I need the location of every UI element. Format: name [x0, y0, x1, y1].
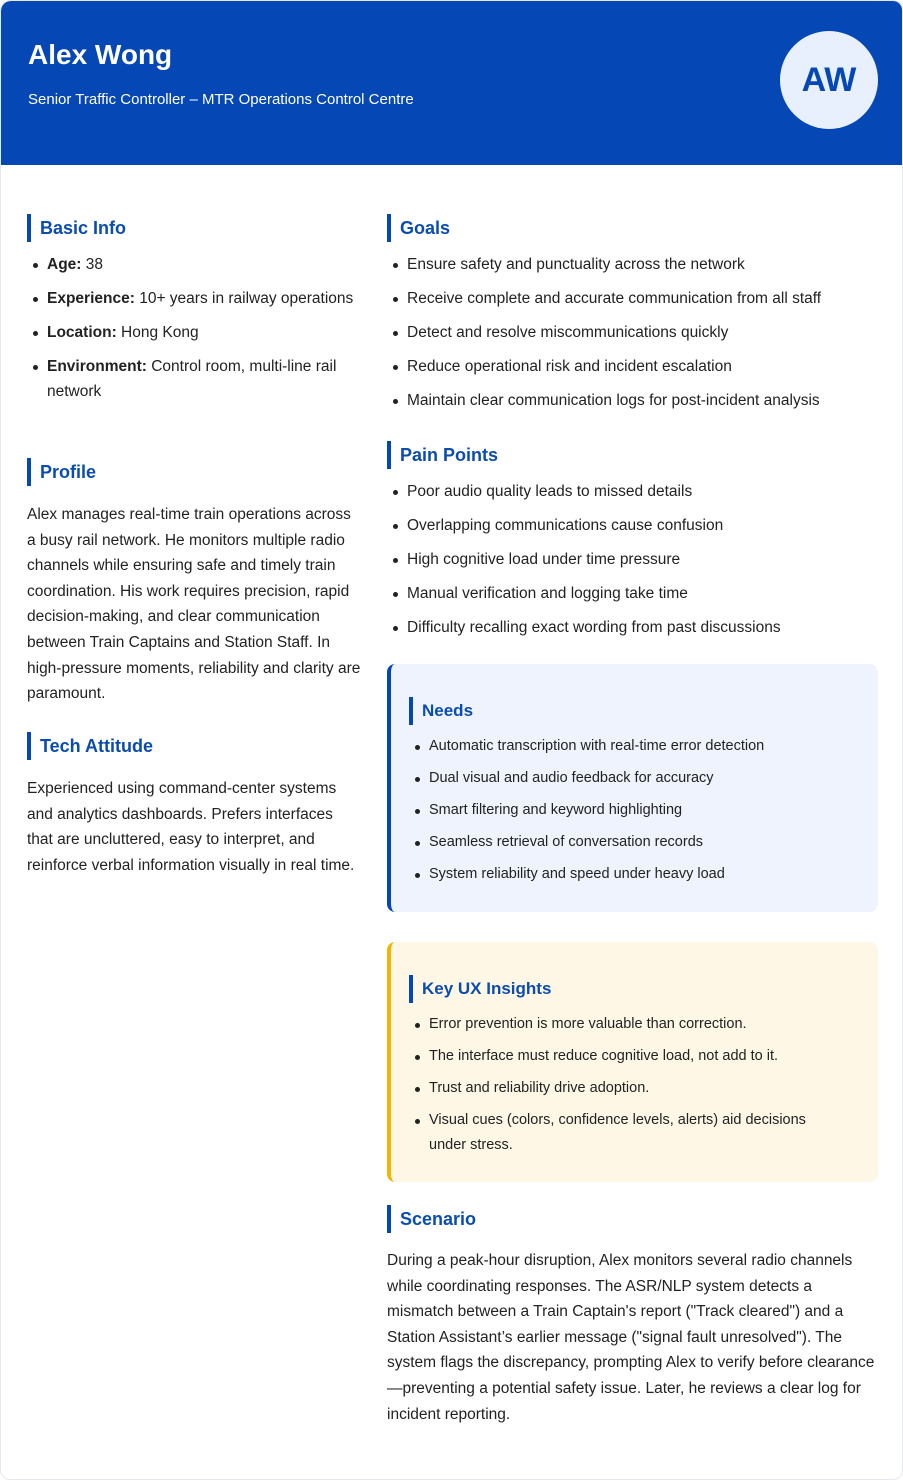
goals-list [387, 252, 887, 413]
needs-heading: Needs [409, 697, 473, 725]
list-item: Smart filtering and keyword highlighting [409, 798, 869, 823]
list-item: Error prevention is more valuable than correction. [409, 1012, 829, 1037]
item-label: Age: [47, 256, 82, 273]
needs-box [387, 664, 878, 912]
profile-heading: Profile [27, 458, 96, 486]
ux-insights-heading: Key UX Insights [409, 975, 551, 1003]
scenario-text: During a peak-hour disruption, Alex monitors several radio channels while coordinating responses. The ASR/NLP system detects a mismatch between a Train Captain's report ("Track cleared") and a Station Assistant’s earlier message ("signal fault unresolved"). The system flags the discrepancy, prompting Alex to verify before clearance—preventing a potential safety issue. Later, he reviews a clear log for incident reporting. [387, 1252, 875, 1423]
list-item: Seamless retrieval of conversation records [409, 830, 869, 855]
basic-info-heading: Basic Info [27, 214, 126, 242]
item-label: Experience: [47, 290, 135, 307]
basic-info-list [27, 252, 362, 404]
ux-insights-box [387, 942, 878, 1182]
list-item: Automatic transcription with real-time error detection [409, 734, 869, 759]
persona-header [1, 1, 903, 165]
list-item [27, 286, 362, 311]
avatar: AW [780, 31, 878, 129]
list-item: Ensure safety and punctuality across the network [387, 252, 887, 277]
list-item: Poor audio quality leads to missed details [387, 479, 887, 504]
item-value: Hong Kong [116, 324, 199, 341]
scenario-heading: Scenario [387, 1205, 476, 1233]
tech-attitude-text: Experienced using command-center systems and analytics dashboards. Prefers interfaces that are uncluttered, easy to interpret, and reinforce verbal information visually in real time. [27, 780, 355, 874]
pain-points-heading: Pain Points [387, 441, 498, 469]
list-item: Receive complete and accurate communication from all staff [387, 286, 887, 311]
persona-role: Senior Traffic Controller – MTR Operations Control Centre [28, 91, 414, 108]
item-label: Location: [47, 324, 117, 341]
ux-insights-list [409, 1012, 829, 1158]
list-item: Manual verification and logging take time [387, 581, 887, 606]
needs-list [409, 734, 869, 887]
list-item [27, 320, 362, 345]
list-item: Dual visual and audio feedback for accuracy [409, 766, 869, 791]
item-label: Environment: [47, 358, 147, 375]
item-value: 38 [81, 256, 104, 273]
list-item [27, 354, 362, 404]
tech-attitude-heading: Tech Attitude [27, 732, 153, 760]
item-value: 10+ years in railway operations [134, 290, 354, 307]
list-item: Detect and resolve miscommunications quickly [387, 320, 887, 345]
profile-text: Alex manages real-time train operations across a busy rail network. He monitors multiple radio channels while ensuring safe and timely train coordination. His work requires precision, rapid decision-making, and clear communication between Train Captains and Station Staff. In high-pressure moments, reliability and clarity are paramount. [27, 506, 361, 703]
list-item: System reliability and speed under heavy load [409, 862, 869, 887]
list-item: Visual cues (colors, confidence levels, alerts) aid decisions under stress. [409, 1108, 829, 1158]
pain-points-list [387, 479, 887, 640]
list-item: Maintain clear communication logs for post-incident analysis [387, 388, 887, 413]
persona-name: Alex Wong [28, 39, 173, 70]
list-item: Difficulty recalling exact wording from past discussions [387, 615, 887, 640]
list-item [27, 252, 362, 277]
list-item: Overlapping communications cause confusion [387, 513, 887, 538]
goals-heading: Goals [387, 214, 450, 242]
item-value: Control room, multi-line rail network [47, 358, 337, 400]
list-item: Trust and reliability drive adoption. [409, 1076, 829, 1101]
list-item: High cognitive load under time pressure [387, 547, 887, 572]
list-item: Reduce operational risk and incident escalation [387, 354, 887, 379]
list-item: The interface must reduce cognitive load, not add to it. [409, 1044, 829, 1069]
